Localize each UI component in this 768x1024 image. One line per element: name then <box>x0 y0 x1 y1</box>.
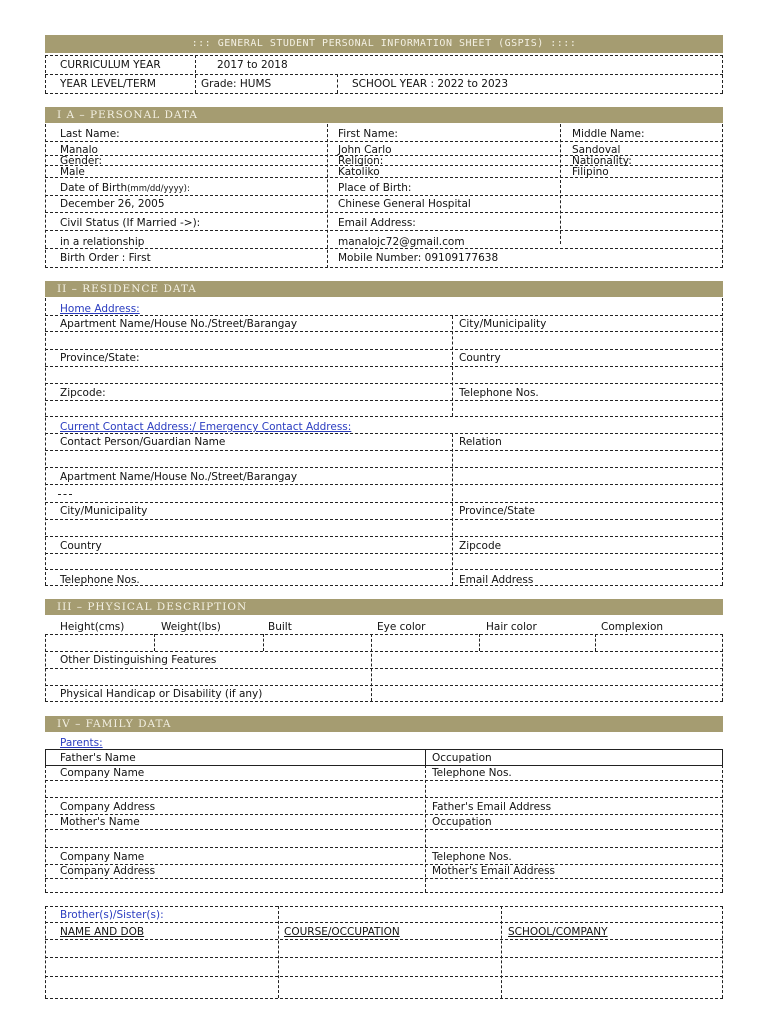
mother-company-name-label: Company Name <box>60 851 145 863</box>
father-telephone-label: Telephone Nos. <box>432 767 512 779</box>
curriculum-year-value: 2017 to 2018 <box>217 59 288 71</box>
birth-order: Birth Order : First <box>60 252 151 264</box>
dob-value: December 26, 2005 <box>60 198 165 210</box>
weight-label: Weight(lbs) <box>161 621 221 633</box>
pob-label: Place of Birth: <box>338 182 412 194</box>
curriculum-year-label: CURRICULUM YEAR <box>60 59 161 71</box>
apartment-label: Apartment Name/House No./Street/Barangay <box>60 318 298 330</box>
email-value: manalojc72@gmail.com <box>338 236 465 248</box>
mother-company-address-label: Company Address <box>60 865 156 877</box>
school-year-value: SCHOOL YEAR : 2022 to 2023 <box>352 78 509 90</box>
features-label: Other Distinguishing Features <box>60 654 217 666</box>
eye-color-label: Eye color <box>377 621 426 633</box>
contact-address-heading: Current Contact Address:/ Emergency Contact Address: <box>60 421 352 433</box>
province-label: Province/State: <box>60 352 140 364</box>
religion-value: Katoliko <box>338 166 380 178</box>
telephone2-label: Telephone Nos. <box>60 574 140 586</box>
first-name-value: John Carlo <box>338 144 392 156</box>
father-occupation-label: Occupation <box>432 752 492 764</box>
section-physical-description: III – PHYSICAL DESCRIPTION <box>45 599 723 615</box>
mothers-name-label: Mother's Name <box>60 816 140 828</box>
nationality-value: Filipino <box>572 166 609 178</box>
siblings-heading: Brother(s)/Sister(s): <box>60 909 164 921</box>
email-label: Email Address: <box>338 217 416 229</box>
father-company-name-label: Company Name <box>60 767 145 779</box>
city2-label: City/Municipality <box>60 505 148 517</box>
hair-color-label: Hair color <box>486 621 537 633</box>
handicap-label: Physical Handicap or Disability (if any) <box>60 688 263 700</box>
gender-label: Gender: <box>60 155 103 167</box>
complexion-label: Complexion <box>601 621 664 633</box>
civil-status-value: in a relationship <box>60 236 145 248</box>
province2-label: Province/State <box>459 505 536 517</box>
home-address-heading: Home Address: <box>60 303 140 315</box>
col-course-occupation: COURSE/OCCUPATION <box>284 926 400 938</box>
fathers-email-label: Father's Email Address <box>432 801 552 813</box>
section-residence-data: II – RESIDENCE DATA <box>45 281 723 297</box>
zipcode2-label: Zipcode <box>459 540 502 552</box>
parents-heading: Parents: <box>60 737 103 749</box>
middle-name-value: Sandoval <box>572 144 621 156</box>
mothers-email-label: Mother's Email Address <box>432 865 556 877</box>
fathers-name-label: Father's Name <box>60 752 136 764</box>
grade-value: Grade: HUMS <box>201 78 272 90</box>
col-name-dob: NAME AND DOB <box>60 926 145 938</box>
section-personal-data: I A – PERSONAL DATA <box>45 107 723 123</box>
email2-label: Email Address <box>459 574 534 586</box>
col-school-company: SCHOOL/COMPANY <box>508 926 608 938</box>
civil-status-label: Civil Status (If Married ->): <box>60 217 201 229</box>
city-label: City/Municipality <box>459 318 547 330</box>
year-level-label: YEAR LEVEL/TERM <box>60 78 156 90</box>
mother-telephone-label: Telephone Nos. <box>432 851 512 863</box>
religion-label: Religion: <box>338 155 384 167</box>
form-title: ::: GENERAL STUDENT PERSONAL INFORMATION SHEET (GSPIS) :::: <box>45 35 723 53</box>
relation-label: Relation <box>459 436 502 448</box>
father-company-address-label: Company Address <box>60 801 156 813</box>
mobile-number: Mobile Number: 09109177638 <box>338 252 499 264</box>
section-family-data: IV – FAMILY DATA <box>45 716 723 732</box>
built-label: Built <box>268 621 292 633</box>
dob-label: Date of Birth(mm/dd/yyyy): <box>60 182 190 194</box>
last-name-label: Last Name: <box>60 128 120 140</box>
country2-label: Country <box>60 540 102 552</box>
last-name-value: Manalo <box>60 144 98 156</box>
contact-person-label: Contact Person/Guardian Name <box>60 436 226 448</box>
telephone-label: Telephone Nos. <box>459 387 539 399</box>
gender-value: Male <box>60 166 85 178</box>
pob-value: Chinese General Hospital <box>338 198 471 210</box>
height-label: Height(cms) <box>60 621 125 633</box>
apartment2-label: Apartment Name/House No./Street/Barangay <box>60 471 298 483</box>
middle-name-label: Middle Name: <box>572 128 645 140</box>
country-label: Country <box>459 352 501 364</box>
zipcode-label: Zipcode: <box>60 387 106 399</box>
nationality-label: Nationality: <box>572 155 632 167</box>
first-name-label: First Name: <box>338 128 398 140</box>
mother-occupation-label: Occupation <box>432 816 492 828</box>
